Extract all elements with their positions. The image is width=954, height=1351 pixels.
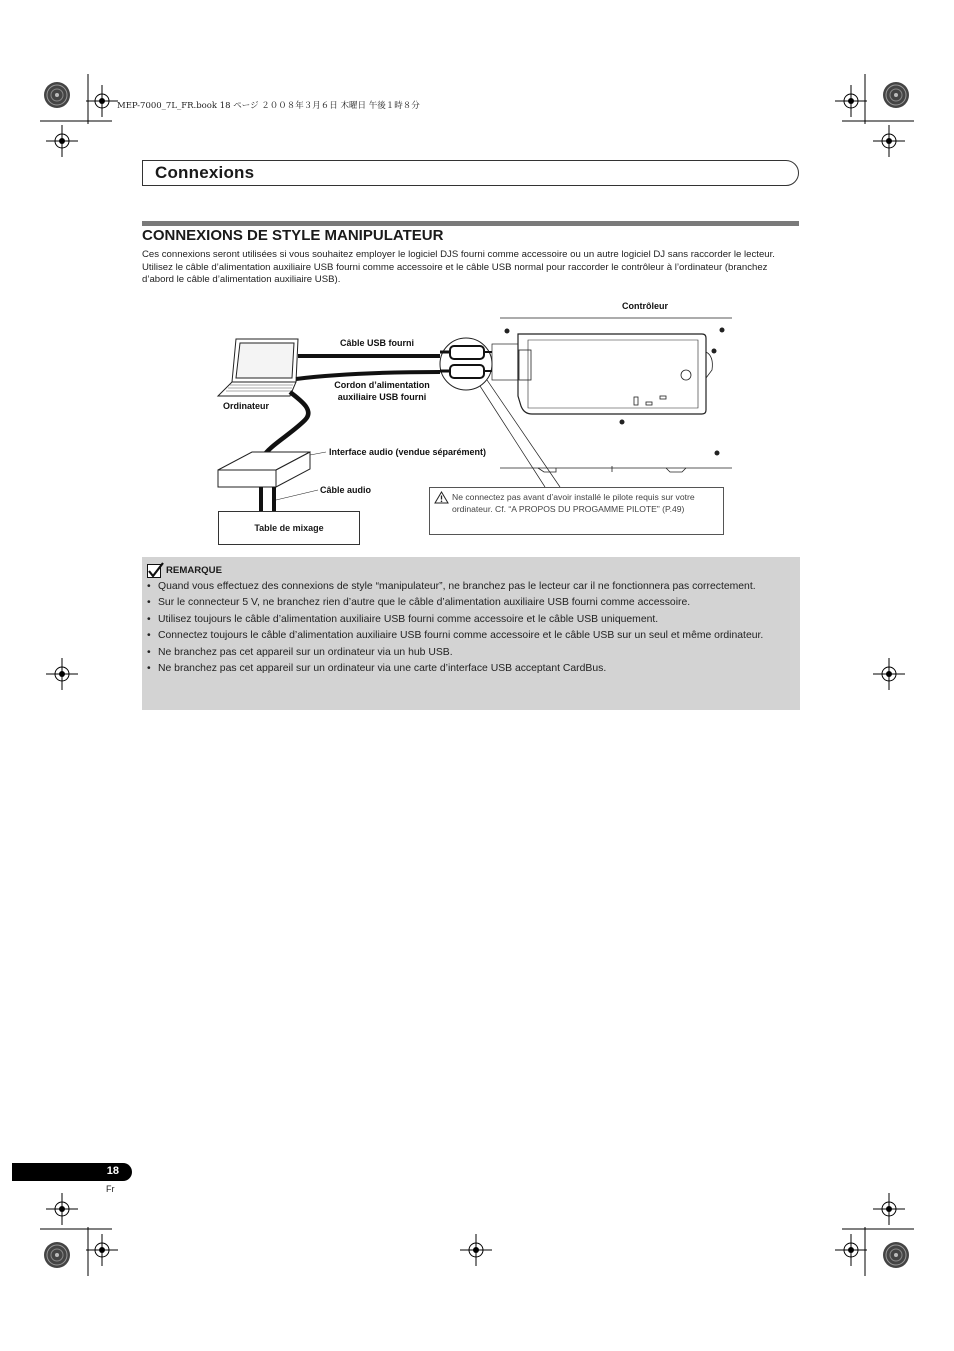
warning-triangle-icon (434, 491, 449, 504)
laptop-illustration (218, 339, 298, 396)
label-cordon-line2: auxiliaire USB fourni (337, 392, 427, 402)
label-controleur: Contrôleur (622, 301, 668, 311)
label-interface-audio: Interface audio (vendue séparément) (329, 447, 487, 457)
print-info: MEP-7000_7L_FR.book 18 ページ ２００８年３月６日 木曜日 午後１時８分 (117, 101, 420, 111)
label-ordinateur: Ordinateur (223, 401, 270, 411)
label-table-mixage: Table de mixage (254, 523, 324, 533)
page-heading: CONNEXIONS DE STYLE MANIPULATEUR (142, 227, 444, 244)
controller-illustration (492, 318, 732, 472)
checkmark-icon (147, 562, 164, 579)
warning-text: Ne connectez pas avant d’avoir installé le pilote requis sur votre ordinateur. Cf. “A PROPOS DU PROGAMME PILOTE” (P.49) (452, 492, 695, 514)
note-list (146, 581, 796, 679)
intro-paragraph: Ces connexions seront utilisées si vous souhaitez employer le logiciel DJS fourni comme accessoire ou un autre logiciel DJ sans raccorder le lecteur. Utilisez le câble d’alimentation auxiliaire USB fourni comme accessoire et le câble USB normal pour raccorder le contrôleur à l’ordinateur (branchez d’abord le câble d’alimentation auxiliaire USB). (142, 249, 775, 285)
page-number: 18 (106, 1165, 119, 1177)
note-item: • Sur le connecteur 5 V, ne branchez rien d’autre que le câble d’alimentation auxiliaire USB fourni comme accessoire. (146, 597, 796, 610)
note-item: • Quand vous effectuez des connexions de style “manipulateur”, ne branchez pas le lecteur car il ne fonctionnera pas correctement. (146, 581, 796, 594)
note-title: REMARQUE (166, 565, 222, 576)
note-item: • Ne branchez pas cet appareil sur un ordinateur via une carte d’interface USB acceptant CardBus. (146, 663, 796, 676)
language-code: Fr (106, 1184, 115, 1194)
note-item: • Ne branchez pas cet appareil sur un ordinateur via un hub USB. (146, 647, 796, 660)
section-title: Connexions (155, 163, 255, 182)
mixer-box (218, 511, 360, 545)
note-item: • Utilisez toujours le câble d’alimentation auxiliaire USB fourni comme accessoire et le câble USB uniquement. (146, 614, 796, 627)
warning-box (429, 487, 724, 535)
audio-interface-illustration (218, 452, 310, 487)
note-item: • Connectez toujours le câble d’alimentation auxiliaire USB fourni comme accessoire et le câble USB sur un seul et même ordinateur. (146, 630, 796, 643)
note-box (142, 557, 800, 710)
label-cordon-line1: Cordon d’alimentation (334, 380, 430, 390)
label-cable-usb: Câble USB fourni (340, 338, 415, 348)
page-number-tab (12, 1163, 132, 1181)
label-cable-audio: Câble audio (320, 485, 372, 495)
